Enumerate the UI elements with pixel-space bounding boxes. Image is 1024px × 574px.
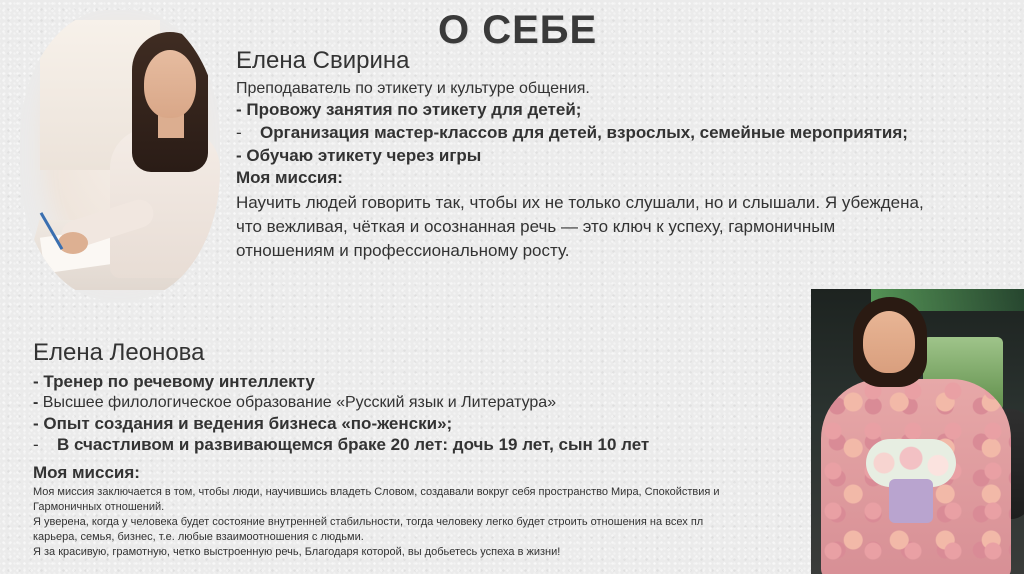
list-item bbox=[236, 98, 908, 121]
list-item bbox=[236, 121, 908, 144]
list-dash: - bbox=[33, 394, 39, 411]
list-dash: - bbox=[33, 435, 39, 454]
list-item-text: Высшее филологическое образование «Русский язык и Литература» bbox=[42, 394, 557, 411]
person1-mission-text: Научить людей говорить так, чтобы их не только слушали, но и слышали. Я убеждена, что вежливая, чёткая и осознанная речь — это ключ к успеху, гармоничным отношениям и профессиональному росту. bbox=[236, 193, 924, 260]
list-item-text: Опыт создания и ведения бизнеса «по-женски»; bbox=[43, 414, 453, 433]
mission-line: Я уверена, когда у человека будет состояние внутренней стабильности, тогда человеку легко будет строить отношения на всех пл bbox=[33, 516, 704, 528]
person1-role: Преподаватель по этикету и культуре общения. bbox=[236, 80, 590, 97]
list-item bbox=[33, 434, 649, 455]
portrait-photo-elena-leonova bbox=[811, 289, 1024, 574]
list-dash: - bbox=[236, 100, 242, 119]
list-item-text: Обучаю этикету через игры bbox=[246, 146, 482, 165]
list-item-text: Провожу занятия по этикету для детей; bbox=[246, 100, 582, 119]
list-dash: - bbox=[33, 372, 39, 391]
person2-mission-heading: Моя миссия: bbox=[33, 463, 140, 482]
list-item bbox=[33, 413, 649, 434]
person1-name: Елена Свирина bbox=[236, 47, 410, 74]
list-item bbox=[33, 392, 649, 413]
person2-name: Елена Леонова bbox=[33, 339, 205, 366]
portrait-photo-elena-svirina bbox=[20, 10, 220, 300]
list-dash: - bbox=[33, 414, 39, 433]
list-item-text: В счастливом и развивающемся браке 20 лет: дочь 19 лет, сын 10 лет bbox=[57, 435, 650, 454]
person2-mission-text bbox=[33, 485, 809, 560]
mission-line: Моя миссия заключается в том, чтобы люди, научившись владеть Словом, создавали вокруг себя пространство Мира, Спокойствия и bbox=[33, 486, 720, 498]
slide-title: О СЕБЕ bbox=[438, 8, 598, 52]
person1-activities-list bbox=[236, 98, 908, 167]
list-dash: - bbox=[236, 123, 242, 142]
list-dash: - bbox=[236, 146, 242, 165]
list-item bbox=[33, 371, 649, 392]
list-item-text: Тренер по речевому интеллекту bbox=[43, 372, 315, 391]
mission-line: Я за красивую, грамотную, четко выстроенную речь, Благодаря которой, вы добьетесь успеха в жизни! bbox=[33, 546, 561, 558]
person2-facts-list bbox=[33, 371, 649, 455]
person1-mission-heading: Моя миссия: bbox=[236, 168, 343, 187]
mission-line: карьера, семья, бизнес, т.е. любые взаимоотношения с людьми. bbox=[33, 531, 364, 543]
list-item-text: Организация мастер-классов для детей, взрослых, семейные мероприятия; bbox=[260, 123, 908, 142]
list-item bbox=[236, 144, 908, 167]
mission-line: Гармоничных отношений. bbox=[33, 501, 165, 513]
